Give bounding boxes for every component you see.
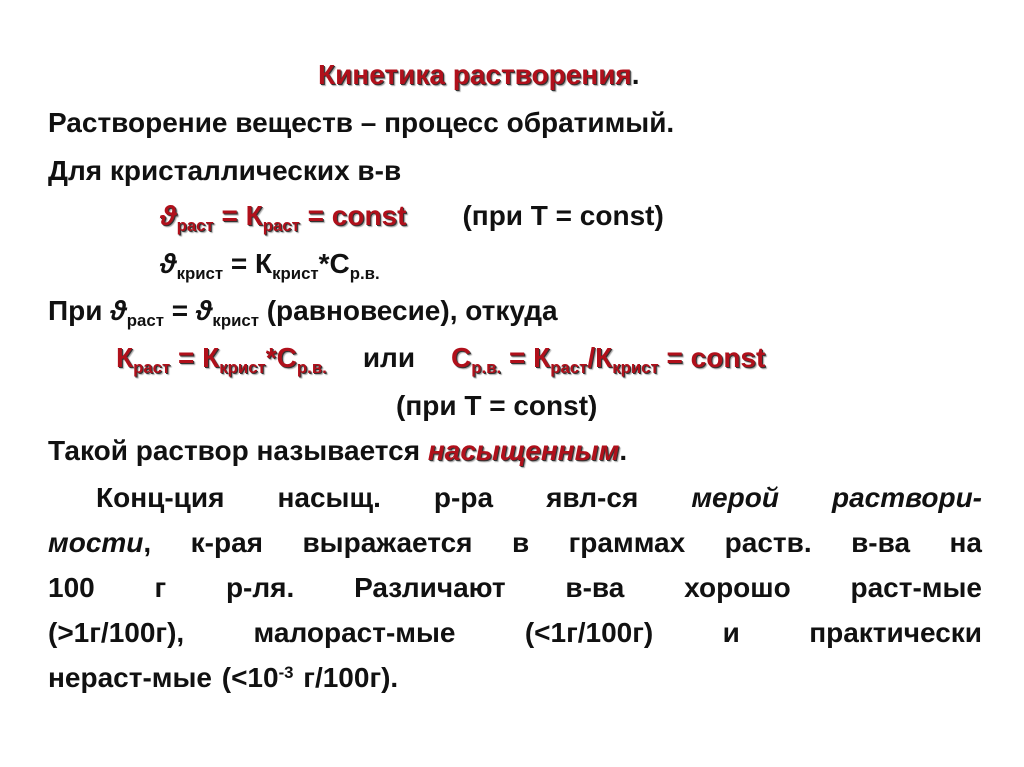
paragraph-text: 100 г р-ля. bbox=[48, 572, 295, 603]
paragraph-text: нераст-мые (<10 bbox=[48, 662, 279, 693]
theta-symbol: ϑ bbox=[195, 295, 213, 326]
subscript-rast: раст bbox=[550, 357, 588, 377]
subscript-krist: крист bbox=[272, 263, 319, 283]
equals-sign: = bbox=[501, 342, 534, 373]
k-symbol: К bbox=[116, 342, 134, 373]
saturated-suffix: . bbox=[619, 435, 628, 466]
subscript-rast: раст bbox=[126, 310, 164, 330]
paragraph-line-3 bbox=[48, 566, 982, 611]
pri-text: При bbox=[48, 295, 111, 326]
subscript-rast: раст bbox=[133, 357, 171, 377]
subscript-krist: крист bbox=[176, 263, 224, 283]
equation-c-rv bbox=[451, 342, 766, 377]
slash-k-text: /К bbox=[587, 342, 613, 373]
paragraph-text: г/100г). bbox=[293, 662, 399, 693]
equation-rate-crystallization bbox=[160, 247, 380, 281]
paragraph-italic: мерой раствори- bbox=[691, 482, 982, 513]
k-symbol: К bbox=[202, 342, 220, 373]
equals-sign: = bbox=[223, 248, 256, 279]
equation-rate-dissolution bbox=[160, 199, 664, 233]
mult-c-text: *С bbox=[265, 342, 297, 373]
equals-sign: = bbox=[213, 200, 246, 231]
line-saturated bbox=[48, 434, 627, 468]
const-text: = const bbox=[658, 342, 766, 373]
paragraph-text: Конц-ция насыщ. р-ра явл-ся bbox=[96, 482, 692, 513]
line-dissolution-reversible: Растворение веществ – процесс обратимый. bbox=[48, 107, 675, 138]
slide-title bbox=[318, 58, 640, 92]
condition-note: (при Т = const) bbox=[462, 200, 664, 231]
paragraph-text: Различают в-ва хорошо раст-мые bbox=[354, 572, 982, 603]
saturated-prefix: Такой раствор называется bbox=[48, 435, 428, 466]
subscript-rv: р.в. bbox=[296, 357, 327, 377]
paragraph-line-4: (>1г/100г), малораст-мые (<1г/100г) и практически bbox=[48, 617, 982, 648]
or-text: или bbox=[362, 342, 416, 373]
theta-symbol: ϑ bbox=[110, 295, 127, 326]
const-text: = const bbox=[299, 200, 407, 231]
subscript-krist: крист bbox=[612, 357, 659, 377]
equals-sign: = bbox=[170, 342, 203, 373]
equals-sign: = bbox=[163, 295, 196, 326]
subscript-krist: крист bbox=[219, 357, 266, 377]
equation-k-rast bbox=[116, 342, 327, 377]
condition-note-2: (при Т = const) bbox=[396, 390, 598, 421]
subscript-krist: крист bbox=[212, 310, 259, 330]
line-crystalline: Для кристаллических в-в bbox=[48, 155, 402, 186]
paragraph-line-1 bbox=[96, 476, 982, 521]
subscript-rv: р.в. bbox=[471, 357, 502, 377]
equilibrium-text: (равновесие), откуда bbox=[258, 295, 558, 326]
theta-symbol: ϑ bbox=[160, 248, 177, 279]
k-symbol: К bbox=[245, 200, 263, 231]
equation-rate-dissolution-formula bbox=[160, 200, 407, 235]
subscript-rast: раст bbox=[262, 215, 300, 235]
c-symbol: С bbox=[451, 342, 472, 373]
equation-solubility bbox=[116, 341, 765, 375]
paragraph-italic: мости bbox=[48, 527, 144, 558]
title-dot: . bbox=[631, 59, 640, 90]
line-equilibrium bbox=[48, 294, 558, 328]
theta-symbol: ϑ bbox=[160, 200, 177, 231]
subscript-rast: раст bbox=[176, 215, 214, 235]
title-text: Кинетика растворения bbox=[318, 59, 632, 90]
subscript-rv: р.в. bbox=[349, 263, 380, 283]
saturated-word: насыщенным bbox=[427, 435, 620, 466]
k-symbol: К bbox=[255, 248, 273, 279]
superscript-exponent: -3 bbox=[278, 662, 294, 682]
paragraph-line-5 bbox=[48, 656, 982, 701]
paragraph-line-2 bbox=[48, 521, 982, 566]
k-symbol: К bbox=[533, 342, 551, 373]
paragraph-text: , к-рая выражается в граммах раств. в-ва на bbox=[143, 527, 982, 558]
mult-c-text: *С bbox=[318, 248, 350, 279]
